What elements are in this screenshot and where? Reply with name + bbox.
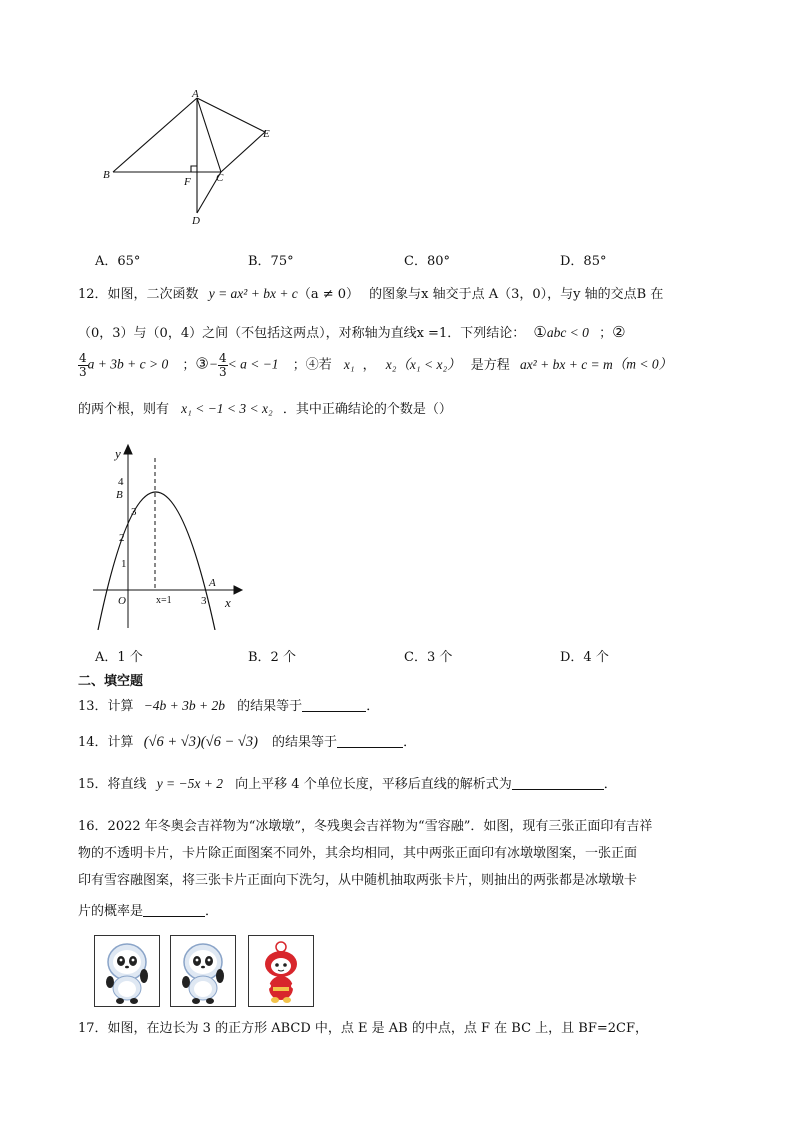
label-c: C — [216, 172, 224, 184]
symmetry-axis-label: x=1 — [156, 595, 172, 606]
xuerongrong-image — [249, 936, 313, 1006]
point-b-label: B — [116, 489, 123, 501]
q13-expression: −4b + 3b + 2b — [143, 698, 226, 713]
q12-line2: （0，3）与（0，4）之间（不包括这两点），对称轴为直线x =1．下列结论： ①abc < 0 ；② — [78, 323, 626, 341]
q17-line1: 17．如图，在边长为 3 的正方形 ABCD 中，点 E 是 AB 的中点，点 F 在 BC 上，且 BF=2CF， — [78, 1021, 648, 1036]
q16-answer-blank[interactable] — [143, 904, 205, 917]
section-title: 二、填空题 — [78, 674, 144, 689]
q13: 13．计算 −4b + 3b + 2b 的结果等于 ． — [78, 698, 380, 714]
tick-y-3: 3 — [131, 506, 137, 518]
point-a-label: A — [209, 577, 216, 589]
q14: 14．计算 (√6 + √3)(√6 − √3) 的结果等于 ． — [78, 734, 417, 750]
tick-y-2: 2 — [119, 532, 125, 544]
conclusion-4-equation: ax² + bx + c = m — [519, 356, 613, 372]
q11-option-a: A．65° — [95, 254, 141, 269]
q12-number: 12． — [78, 287, 108, 302]
card-bingdwendwen-1 — [94, 935, 160, 1007]
triangle-figure — [95, 85, 285, 230]
conclusion-1: abc < 0 — [546, 325, 589, 340]
q12-option-a: A．1 个 — [95, 650, 143, 665]
q12-line1: 12．如图，二次函数 y = ax² + bx + c（a ≠ 0） 的图象与x 轴交于点 A（3，0），与y 轴的交点B 在 — [78, 286, 664, 302]
label-a: A — [192, 88, 199, 100]
tick-x-3: 3 — [201, 595, 207, 607]
card-bingdwendwen-2 — [170, 935, 236, 1007]
conclusion-2-fraction: $\frac{4}{3}$ — [79, 351, 87, 379]
q12-option-c: C．3 个 — [404, 650, 453, 665]
q13-answer-blank[interactable] — [302, 699, 366, 712]
card-xuerongrong — [248, 935, 314, 1007]
q11-option-d: D．85° — [560, 254, 607, 269]
conclusion-2: a + 3b + c > 0 — [87, 356, 169, 372]
q15-answer-blank[interactable] — [512, 777, 604, 790]
conclusion-3-fraction: $\frac{4}{3}$ — [218, 351, 227, 379]
q11-option-b: B．75° — [248, 254, 294, 269]
q16-line3: 印有雪容融图案，将三张卡片正面向下洗匀，从中随机抽取两张卡片，则抽出的两张都是冰墩墩卡 — [78, 873, 638, 888]
q16-line1: 16．2022 年冬奥会吉祥物为“冰墩墩”，冬残奥会吉祥物为“雪容融”．如图，现有三张正面印有吉祥 — [78, 819, 653, 834]
q16-line2: 物的不透明卡片，卡片除正面图案不同外，其余均相同，其中两张正面印有冰墩墩图案，一张正面 — [78, 846, 638, 861]
q12-line4: 的两个根，则有 x₁ < −1 < 3 < x₂ ．其中正确结论的个数是（） — [78, 401, 452, 417]
q12-option-d: D．4 个 — [560, 650, 609, 665]
label-d: D — [192, 215, 200, 227]
q12-line3: $\frac{4}{3}$ a + 3b + c > 0 ；③− $\frac{4}{3}$ < a < −1 ；④若 x₁ ， x₂（x₁ < x₂） 是方程 ax² + bx + c = m（m < 0） — [79, 351, 673, 379]
conclusion-3: < a < −1 — [227, 356, 279, 372]
tick-y-4: 4 — [118, 476, 124, 488]
x-axis-label: x — [225, 595, 231, 610]
tick-y-1: 1 — [121, 558, 127, 570]
bingdwendwen-image — [95, 936, 159, 1006]
label-f: F — [184, 176, 191, 188]
q12-option-b: B．2 个 — [248, 650, 296, 665]
q12-function: y = ax² + bx + c — [208, 286, 298, 301]
y-axis-label: y — [115, 446, 121, 461]
parabola-curve — [98, 492, 215, 630]
label-b: B — [103, 169, 110, 181]
origin-label: O — [118, 595, 126, 607]
parabola-graph — [88, 440, 248, 630]
q11-option-c: C．80° — [404, 254, 450, 269]
bingdwendwen-image — [171, 936, 235, 1006]
q14-answer-blank[interactable] — [337, 735, 403, 748]
label-e: E — [263, 128, 270, 140]
q15-expression: y = −5x + 2 — [156, 776, 224, 791]
q15: 15．将直线 y = −5x + 2 向上平移 4 个单位长度，平移后直线的解析式为 ． — [78, 776, 617, 792]
q16-line4: 片的概率是 ． — [78, 904, 219, 919]
q14-expression: (√6 + √3)(√6 − √3) — [143, 734, 258, 750]
